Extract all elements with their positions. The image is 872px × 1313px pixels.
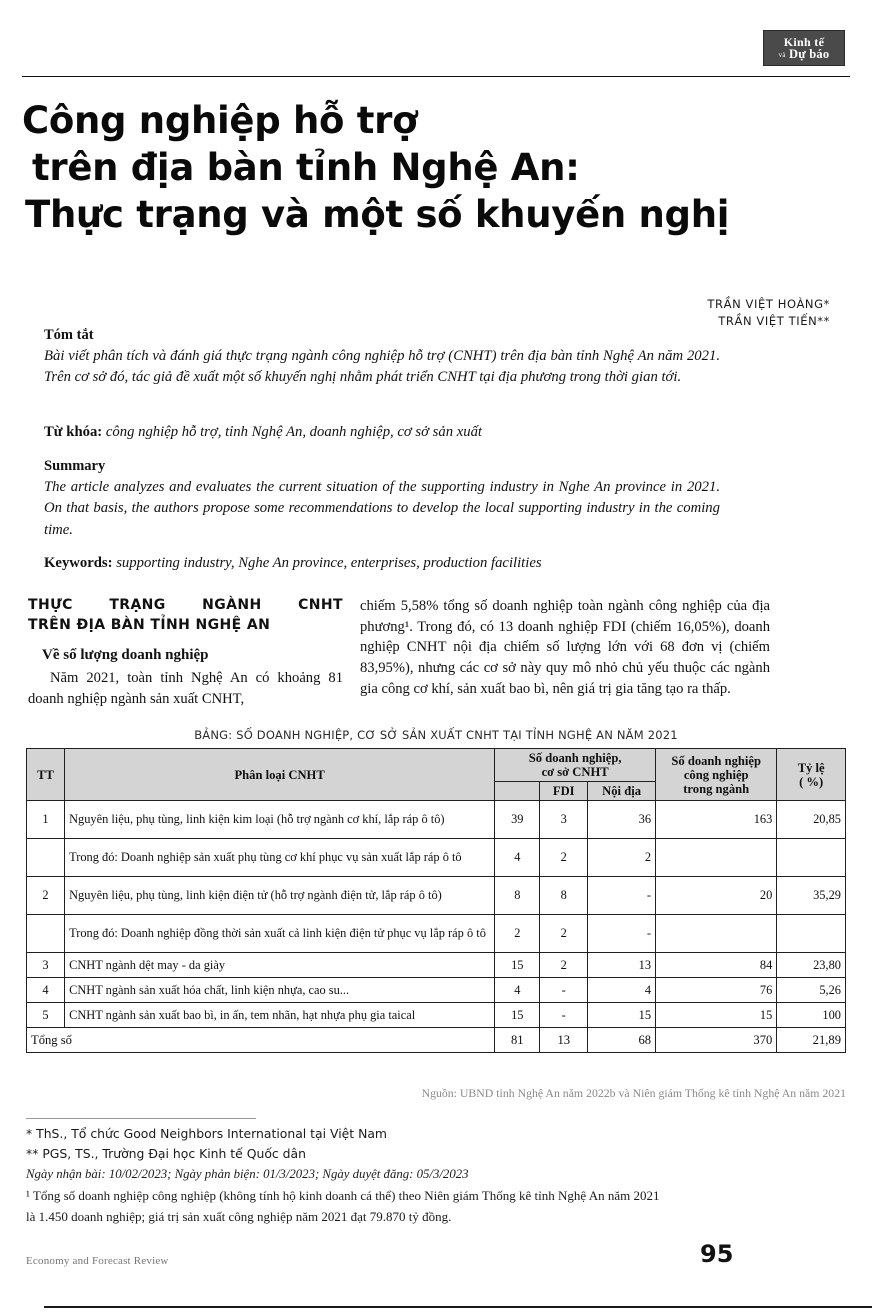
abstract-english xyxy=(44,458,720,541)
table-body xyxy=(27,801,846,1053)
section-heading-line-2: TRÊN ĐỊA BÀN TỈNH NGHỆ AN xyxy=(28,616,271,633)
cell-total: 39 xyxy=(495,801,540,839)
cell-classification: Trong đó: Doanh nghiệp đồng thời sản xuất cả linh kiện điện tử phục vụ lắp ráp ô tô xyxy=(65,915,495,953)
table-row xyxy=(27,1003,846,1028)
table-row xyxy=(27,877,846,915)
table-source-note: Nguồn: UBND tỉnh Nghệ An năm 2022b và Niên giám Thống kê tỉnh Nghệ An năm 2021 xyxy=(421,1086,846,1100)
cell-domestic: 4 xyxy=(588,978,656,1003)
abstract-vietnamese xyxy=(44,327,720,389)
keywords-en-text: supporting industry, Nghe An province, enterprises, production facilities xyxy=(116,555,542,571)
title-line-3: Thực trạng và một số khuyến nghị xyxy=(25,192,730,236)
cell-tt: 3 xyxy=(27,953,65,978)
cell-industry: 84 xyxy=(656,953,777,978)
section-heading xyxy=(28,596,343,636)
cell-domestic: - xyxy=(588,915,656,953)
cell-rate: 20,85 xyxy=(777,801,846,839)
table-caption: BẢNG: SỐ DOANH NGHIỆP, CƠ SỞ SẢN XUẤT CNHT TẠI TỈNH NGHỆ AN NĂM 2021 xyxy=(194,728,678,742)
cell-industry: 163 xyxy=(656,801,777,839)
footnotes xyxy=(26,1124,826,1227)
cell-rate: 5,26 xyxy=(777,978,846,1003)
keywords-vietnamese xyxy=(44,424,720,441)
footnote-dates: Ngày nhận bài: 10/02/2023; Ngày phản biện: 01/3/2023; Ngày duyệt đăng: 05/3/2023 xyxy=(26,1167,469,1182)
page-number: 95 xyxy=(700,1240,734,1268)
page-title xyxy=(22,98,730,239)
cell-industry: 20 xyxy=(656,877,777,915)
cell-total: 15 xyxy=(495,1003,540,1028)
cnht-enterprises-table xyxy=(26,748,846,1053)
cell-total: 4 xyxy=(495,839,540,877)
abstract-vi-heading: Tóm tắt xyxy=(44,327,94,343)
cell-tt: 4 xyxy=(27,978,65,1003)
cell-rate: 100 xyxy=(777,1003,846,1028)
cell-domestic: 15 xyxy=(588,1003,656,1028)
keywords-en-line xyxy=(44,555,720,572)
footnote-divider xyxy=(26,1118,256,1119)
header-industry-l3: trong ngành xyxy=(683,781,750,796)
cell-rate: 23,80 xyxy=(777,953,846,978)
table-row xyxy=(27,953,846,978)
header-classification: Phân loại CNHT xyxy=(65,749,495,801)
cell-fdi: 2 xyxy=(540,915,588,953)
cell-total-rate: 21,89 xyxy=(777,1028,846,1053)
cell-tt: 2 xyxy=(27,877,65,915)
cell-fdi: 8 xyxy=(540,877,588,915)
cell-fdi: - xyxy=(540,978,588,1003)
abstract-en-heading: Summary xyxy=(44,458,106,474)
body-paragraph-left: Năm 2021, toàn tỉnh Nghệ An có khoảng 81 doanh nghiệp ngành sản xuất CNHT, xyxy=(28,670,343,707)
table-row xyxy=(27,978,846,1003)
keywords-vi-label: Từ khóa: xyxy=(44,424,103,440)
footnote-note-line-2: là 1.450 doanh nghiệp; giá trị sản xuất công nghiệp năm 2021 đạt 79.870 tỷ đồng. xyxy=(26,1208,452,1224)
cell-tt xyxy=(27,839,65,877)
header-domestic: Nội địa xyxy=(588,782,656,801)
journal-name-footer: Economy and Forecast Review xyxy=(26,1255,169,1267)
header-tt: TT xyxy=(27,749,65,801)
cell-total-label: Tổng số xyxy=(27,1028,495,1053)
title-line-1: Công nghiệp hỗ trợ xyxy=(22,99,418,142)
cell-tt: 1 xyxy=(27,801,65,839)
table-row xyxy=(27,801,846,839)
table-header-row-1 xyxy=(27,749,846,782)
header-group-enterprises xyxy=(495,749,656,782)
cell-classification: Trong đó: Doanh nghiệp sản xuất phụ tùng cơ khí phục vụ sản xuất lắp ráp ô tô xyxy=(65,839,495,877)
author-1: TRẦN VIỆT HOÀNG* xyxy=(707,297,830,311)
cell-industry: 76 xyxy=(656,978,777,1003)
abstract-en-body: The article analyzes and evaluates the current situation of the supporting industry in Nghe An province in 2021. On that basis, the authors propose some recommendations to develop the local supporting industry in the coming time. xyxy=(44,479,720,538)
footnote-note-line-1: ¹ Tổng số doanh nghiệp công nghiệp (không tính hộ kinh doanh cá thể) theo Niên giám Thống kê tỉnh Nghệ An năm 2021 xyxy=(26,1187,660,1203)
footer-divider xyxy=(44,1306,872,1308)
title-line-2: trên địa bàn tỉnh Nghệ An: xyxy=(32,145,580,189)
cell-total-fdi: 13 xyxy=(540,1028,588,1053)
cell-tt: 5 xyxy=(27,1003,65,1028)
cell-rate xyxy=(777,915,846,953)
cell-total: 8 xyxy=(495,877,540,915)
sub-heading: Về số lượng doanh nghiệp xyxy=(42,646,209,663)
cell-total-industry: 370 xyxy=(656,1028,777,1053)
cell-rate xyxy=(777,839,846,877)
cell-domestic: - xyxy=(588,877,656,915)
cell-industry xyxy=(656,839,777,877)
journal-logo xyxy=(763,30,845,66)
cell-total: 2 xyxy=(495,915,540,953)
cell-domestic: 2 xyxy=(588,839,656,877)
table-header xyxy=(27,749,846,801)
footnote-author-1: * ThS., Tổ chức Good Neighbors International tại Việt Nam xyxy=(26,1126,387,1141)
cell-total: 4 xyxy=(495,978,540,1003)
cell-fdi: 2 xyxy=(540,839,588,877)
keywords-en-label: Keywords: xyxy=(44,555,113,571)
keywords-english xyxy=(44,555,720,572)
table-row xyxy=(27,915,846,953)
cell-industry: 15 xyxy=(656,1003,777,1028)
logo-line-2 xyxy=(779,48,830,61)
logo-line-2-main: Dự báo xyxy=(789,46,830,61)
footnote-author-2: ** PGS, TS., Trường Đại học Kinh tế Quốc dân xyxy=(26,1146,306,1162)
header-industry-l1: Số doanh nghiệp xyxy=(671,753,761,768)
section-heading-line-1: THỰC TRẠNG NGÀNH CNHT xyxy=(28,597,343,613)
logo-line-2-small: và xyxy=(778,50,786,59)
cell-domestic: 36 xyxy=(588,801,656,839)
cell-fdi: 2 xyxy=(540,953,588,978)
header-industry-l2: công nghiệp xyxy=(683,767,749,782)
cell-fdi: 3 xyxy=(540,801,588,839)
cell-classification: CNHT ngành dệt may - da giày xyxy=(65,953,495,978)
header-rate xyxy=(777,749,846,801)
header-rate-l2: ( %) xyxy=(799,774,824,789)
header-divider xyxy=(22,76,850,77)
body-column-left xyxy=(28,596,343,709)
cell-classification: CNHT ngành sản xuất hóa chất, linh kiện nhựa, cao su... xyxy=(65,978,495,1003)
table-row xyxy=(27,839,846,877)
header-group-enterprises-l1: Số doanh nghiệp, xyxy=(528,751,622,765)
cell-fdi: - xyxy=(540,1003,588,1028)
header-total xyxy=(495,782,540,801)
abstract-vi-body: Bài viết phân tích và đánh giá thực trạng ngành công nghiệp hỗ trợ (CNHT) trên địa bàn tỉnh Nghệ An năm 2021. Trên cơ sở đó, tác giả đề xuất một số khuyến nghị nhằm phát triển CNHT tại địa phương trong thời gian tới. xyxy=(44,348,720,386)
cell-total-total: 81 xyxy=(495,1028,540,1053)
table-total-row xyxy=(27,1028,846,1053)
header-rate-l1: Tỷ lệ xyxy=(797,760,825,775)
cell-total-domestic: 68 xyxy=(588,1028,656,1053)
header-group-enterprises-l2: cơ sở CNHT xyxy=(541,765,609,780)
cell-classification: Nguyên liệu, phụ tùng, linh kiện kim loại (hỗ trợ ngành cơ khí, lắp ráp ô tô) xyxy=(65,801,495,839)
cell-classification: CNHT ngành sản xuất bao bì, in ấn, tem nhãn, hạt nhựa phụ gia taical xyxy=(65,1003,495,1028)
body-column-right xyxy=(360,596,770,700)
cell-total: 15 xyxy=(495,953,540,978)
author-list xyxy=(707,296,830,329)
author-2: TRẦN VIỆT TIẾN** xyxy=(718,313,830,328)
keywords-vi-text: công nghiệp hỗ trợ, tỉnh Nghệ An, doanh nghiệp, cơ sở sản xuất xyxy=(105,424,482,440)
cell-tt xyxy=(27,915,65,953)
cell-industry xyxy=(656,915,777,953)
cell-classification: Nguyên liệu, phụ tùng, linh kiện điện tử (hỗ trợ ngành điện tử, lắp ráp ô tô) xyxy=(65,877,495,915)
header-fdi: FDI xyxy=(540,782,588,801)
header-industry-enterprises xyxy=(656,749,777,801)
keywords-vi-line xyxy=(44,424,720,441)
cell-rate: 35,29 xyxy=(777,877,846,915)
cell-domestic: 13 xyxy=(588,953,656,978)
logo-line-1: Kinh tế xyxy=(783,34,825,49)
body-paragraph-right: chiếm 5,58% tổng số doanh nghiệp toàn ngành công nghiệp của địa phương¹. Trong đó, có 13 doanh nghiệp FDI (chiếm 16,05%), doanh nghiệp CNHT nội địa chiếm số lượng lớn với 68 đơn vị (chiếm 83,95%), nhưng các cơ sở này quy mô nhỏ chủ yếu thuộc các ngành gia công cơ khí, sản xuất bao bì, nên giá trị gia tăng tạo ra thấp. xyxy=(360,598,770,697)
